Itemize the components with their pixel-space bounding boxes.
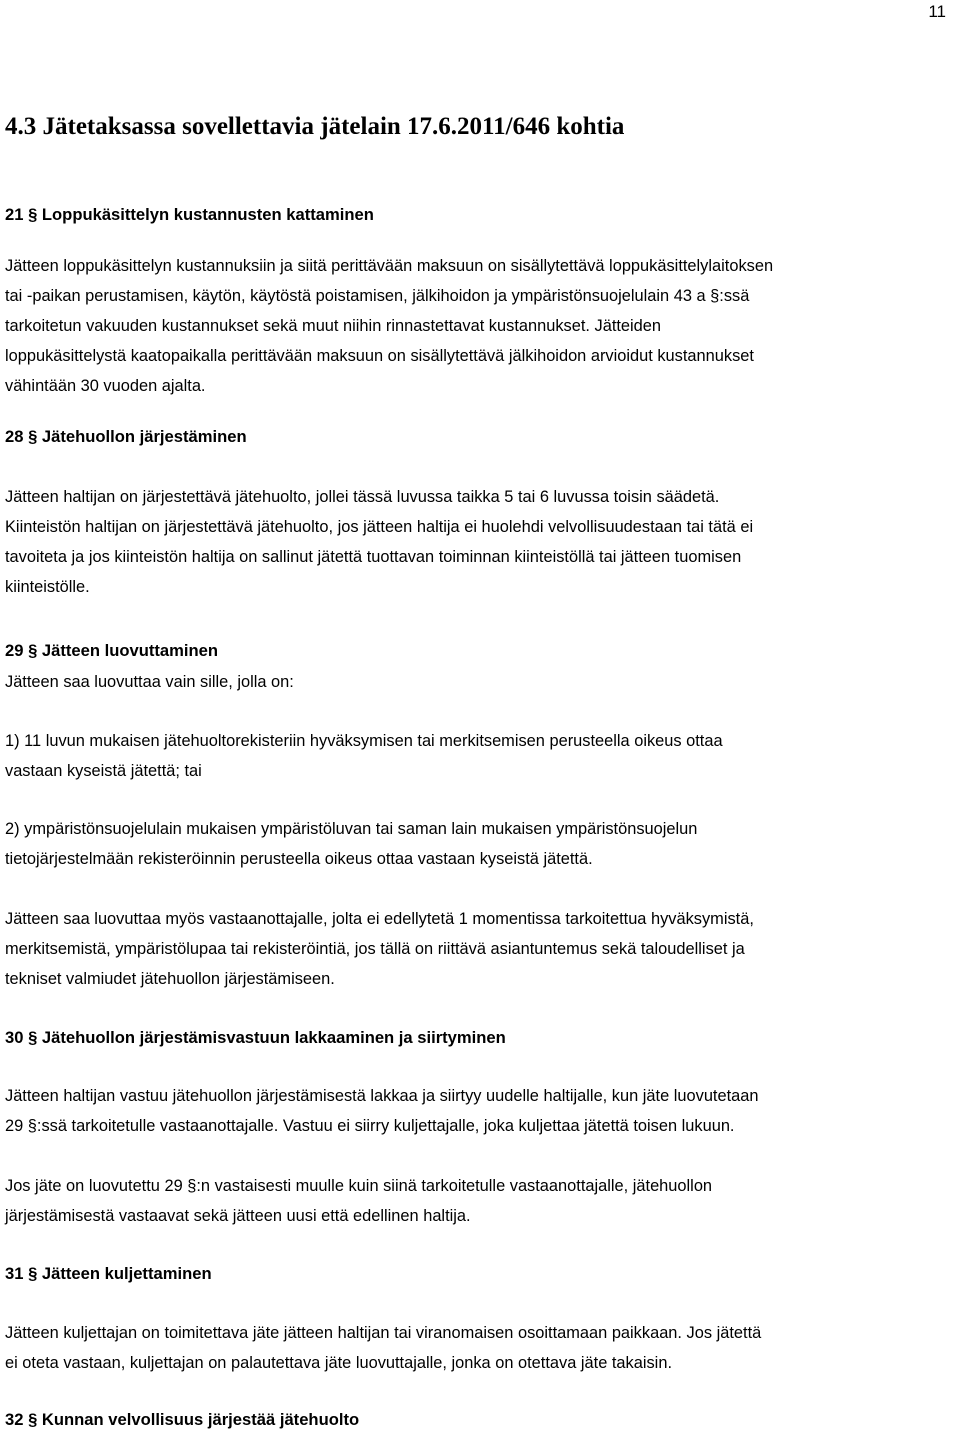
text-line: merkitsemistä, ympäristölupaa tai rekisteröintiä, jos tällä on riittävä asiantuntemus sekä taloudelliset ja xyxy=(5,940,745,958)
page-number: 11 xyxy=(928,2,946,21)
text-line: Jätteen haltijan vastuu jätehuollon järjestämisestä lakkaa ja siirtyy uudelle haltijalle, kun jäte luovutetaan xyxy=(5,1087,759,1105)
text-line: vastaan kyseistä jätettä; tai xyxy=(5,762,202,780)
text-line: tavoiteta ja jos kiinteistön haltija on sallinut jätettä tuottavan toiminnan kiinteistöllä tai jätteen tuomisen xyxy=(5,548,742,566)
paragraph-29 xyxy=(5,904,955,994)
heading-28: 28 § Jätehuollon järjestäminen xyxy=(5,427,247,446)
text-line: kiinteistölle. xyxy=(5,578,90,596)
paragraph-21 xyxy=(5,251,955,401)
paragraph-31 xyxy=(5,1318,955,1378)
text-line: 2) ympäristönsuojelulain mukaisen ympäristöluvan tai saman lain mukaisen ympäristönsuojelun xyxy=(5,820,698,838)
text-line: 29 §:ssä tarkoitetulle vastaanottajalle. Vastuu ei siirry kuljettajalle, joka kuljettaa jätettä toisen lukuun. xyxy=(5,1117,735,1135)
text-line: Jätteen saa luovuttaa myös vastaanottajalle, jolta ei edellytetä 1 momentissa tarkoitettua hyväksymistä, xyxy=(5,910,754,928)
heading-29: 29 § Jätteen luovuttaminen xyxy=(5,641,219,660)
intro-29 xyxy=(5,667,955,697)
list-item-2 xyxy=(5,814,955,874)
section-heading: 4.3 Jätetaksassa sovellettavia jätelain 17.6.2011/646 kohtia xyxy=(5,113,625,140)
text-line: tekniset valmiudet jätehuollon järjestämiseen. xyxy=(5,970,335,988)
paragraph-28 xyxy=(5,482,955,602)
text-line: Jos jäte on luovutettu 29 §:n vastaisesti muulle kuin siinä tarkoitetulle vastaanottajalle, jätehuollon xyxy=(5,1177,713,1195)
text-line: tai -paikan perustamisen, käytön, käytöstä poistamisen, jälkihoidon ja ympäristönsuojelulain 43 a §:ssä xyxy=(5,287,750,305)
text-line: ei oteta vastaan, kuljettajan on palautettava jäte luovuttajalle, jonka on otettava jäte takaisin. xyxy=(5,1354,672,1372)
text-line: vähintään 30 vuoden ajalta. xyxy=(5,377,206,395)
text-line: Jätteen saa luovuttaa vain sille, jolla on: xyxy=(5,673,294,691)
text-line: loppukäsittelystä kaatopaikalla perittävään maksuun on sisällytettävä jälkihoidon arvioidut kustannukset xyxy=(5,347,754,365)
text-line: Jätteen kuljettajan on toimitettava jäte jätteen haltijan tai viranomaisen osoittamaan paikkaan. Jos jätettä xyxy=(5,1324,762,1342)
text-line: järjestämisestä vastaavat sekä jätteen uusi että edellinen haltija. xyxy=(5,1207,471,1225)
text-line: tarkoitetun vakuuden kustannukset sekä muut niihin rinnastettavat kustannukset. Jätteiden xyxy=(5,317,662,335)
text-line: 1) 11 luvun mukaisen jätehuoltorekisteriin hyväksymisen tai merkitsemisen perusteella oikeus ottaa xyxy=(5,732,723,750)
text-line: Kiinteistön haltijan on järjestettävä jätehuolto, jos jätteen haltija ei huolehdi velvollisuudestaan tai tätä ei xyxy=(5,518,754,536)
text-line: Jätteen loppukäsittelyn kustannuksiin ja siitä perittävään maksuun on sisällytettävä loppukäsittelylaitoksen xyxy=(5,257,774,275)
list-item-1 xyxy=(5,726,955,786)
heading-32: 32 § Kunnan velvollisuus järjestää jätehuolto xyxy=(5,1410,360,1429)
paragraph-30a xyxy=(5,1081,955,1141)
paragraph-30b xyxy=(5,1171,955,1231)
text-line: tietojärjestelmään rekisteröinnin perusteella oikeus ottaa vastaan kyseistä jätettä. xyxy=(5,850,593,868)
heading-21: 21 § Loppukäsittelyn kustannusten kattaminen xyxy=(5,205,374,224)
text-line: Jätteen haltijan on järjestettävä jätehuolto, jollei tässä luvussa taikka 5 tai 6 luvussa toisin säädetä. xyxy=(5,488,720,506)
heading-30: 30 § Jätehuollon järjestämisvastuun lakkaaminen ja siirtyminen xyxy=(5,1028,506,1047)
heading-31: 31 § Jätteen kuljettaminen xyxy=(5,1264,212,1283)
